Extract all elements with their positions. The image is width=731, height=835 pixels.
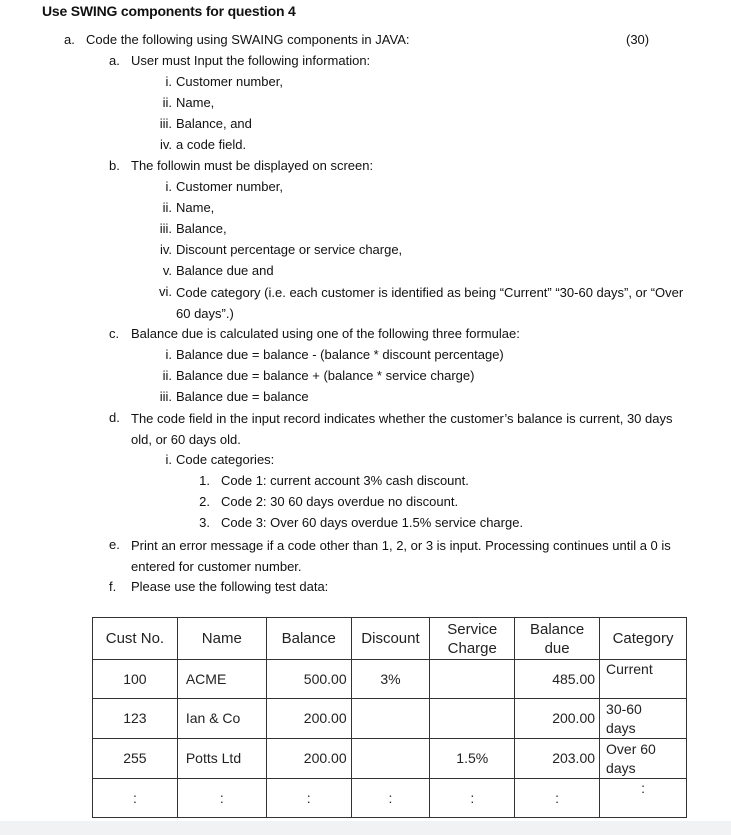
code-item-num: 3. [199, 515, 210, 530]
table-header-row [93, 618, 687, 660]
cell-name: : [177, 779, 266, 818]
input-item-text: a code field. [176, 137, 247, 152]
display-item-num: i. [165, 179, 172, 194]
cell-due: 200.00 [515, 699, 600, 739]
category-line2: days [606, 759, 636, 776]
cell-due: : [515, 779, 600, 818]
display-item-text: Name, [176, 200, 215, 215]
section-b-text: The followin must be displayed on screen: [131, 158, 374, 173]
display-item-num: ii. [162, 200, 172, 215]
cell-service: 1.5% [430, 739, 515, 779]
section-e-text: Print an error message if a code other than 1, 2, or 3 is input. Processing continues until a 0 is entered for customer number. [131, 538, 671, 574]
bottom-strip [0, 821, 731, 835]
section-a-label: a. [109, 53, 120, 68]
cell-category [600, 660, 687, 699]
formula-item-text: Balance due = balance [176, 389, 309, 404]
display-item-text: Balance due and [176, 263, 274, 278]
question-label: a. [64, 32, 75, 47]
table-row [93, 660, 687, 699]
cell-service [430, 699, 515, 739]
display-item-num: vi. [159, 284, 172, 299]
header-service-line2: Charge [447, 639, 497, 657]
display-item-text: Discount percentage or service charge, [176, 242, 403, 257]
input-item-num: i. [165, 74, 172, 89]
cell-category [600, 779, 687, 818]
category-line1: Current [606, 661, 653, 677]
cell-service [430, 660, 515, 699]
header-cust-no: Cust No. [93, 618, 178, 660]
table-row [93, 699, 687, 739]
cell-category [600, 699, 687, 739]
display-item-num: iii. [159, 221, 172, 236]
header-name: Name [177, 618, 266, 660]
code-item-text: Code 1: current account 3% cash discount. [221, 473, 469, 488]
section-e-label: e. [109, 537, 120, 552]
section-f-label: f. [109, 579, 117, 594]
header-balance: Balance [266, 618, 351, 660]
cell-discount [351, 699, 430, 739]
cell-balance: : [266, 779, 351, 818]
code-item-num: 2. [199, 494, 210, 509]
cell-due: 203.00 [515, 739, 600, 779]
input-item-text: Customer number, [176, 74, 283, 89]
formula-item-text: Balance due = balance - (balance * discount percentage) [176, 347, 504, 362]
cell-name: Potts Ltd [177, 739, 266, 779]
section-b-label: b. [109, 158, 120, 173]
section-d-text: The code field in the input record indicates whether the customer’s balance is current, 30 days old, or 60 days old. [131, 411, 673, 447]
category-line2: days [606, 719, 636, 736]
section-c-text: Balance due is calculated using one of the following three formulae: [131, 326, 520, 341]
cell-balance: 200.00 [266, 739, 351, 779]
code-sub-num: i. [165, 452, 172, 467]
code-sub-text: Code categories: [176, 452, 275, 467]
test-data-table [92, 617, 687, 818]
cell-discount [351, 739, 430, 779]
cell-cust-no: 123 [93, 699, 178, 739]
cell-service: : [430, 779, 515, 818]
page-heading: Use SWING components for question 4 [42, 3, 296, 19]
question-text: Code the following using SWAING components in JAVA: [86, 32, 410, 47]
formula-item-num: i. [165, 347, 172, 362]
display-item-text: Code category (i.e. each customer is identified as being “Current” “30-60 days”, or “Over 60 days”.) [176, 285, 684, 321]
display-item-text: Customer number, [176, 179, 283, 194]
category-line1: : [641, 780, 645, 796]
cell-name: ACME [177, 660, 266, 699]
input-item-num: ii. [162, 95, 172, 110]
cell-due: 485.00 [515, 660, 600, 699]
header-balance-due [515, 618, 600, 660]
display-item-num: v. [162, 263, 172, 278]
header-discount: Discount [351, 618, 430, 660]
section-f-text: Please use the following test data: [131, 579, 329, 594]
code-item-num: 1. [199, 473, 210, 488]
header-service-line1: Service [447, 620, 498, 638]
formula-item-num: ii. [162, 368, 172, 383]
formula-item-num: iii. [159, 389, 172, 404]
cell-cust-no: : [93, 779, 178, 818]
input-item-num: iv. [159, 137, 172, 152]
header-category: Category [600, 618, 687, 660]
category-line1: 30-60 [606, 700, 642, 717]
display-item-num: iv. [159, 242, 172, 257]
cell-name: Ian & Co [177, 699, 266, 739]
section-c-label: c. [109, 326, 120, 341]
display-item-text: Balance, [176, 221, 227, 236]
section-a-text: User must Input the following information: [131, 53, 371, 68]
cell-cust-no: 255 [93, 739, 178, 779]
section-d-label: d. [109, 410, 120, 425]
input-item-num: iii. [159, 116, 172, 131]
input-item-text: Balance, and [176, 116, 252, 131]
header-service-charge [430, 618, 515, 660]
table-row [93, 779, 687, 818]
cell-discount: : [351, 779, 430, 818]
category-line1: Over 60 [606, 740, 656, 757]
cell-balance: 200.00 [266, 699, 351, 739]
cell-balance: 500.00 [266, 660, 351, 699]
code-item-text: Code 3: Over 60 days overdue 1.5% service charge. [221, 515, 524, 530]
cell-cust-no: 100 [93, 660, 178, 699]
cell-category [600, 739, 687, 779]
question-marks: (30) [626, 32, 650, 47]
formula-item-text: Balance due = balance + (balance * service charge) [176, 368, 475, 383]
cell-discount: 3% [351, 660, 430, 699]
header-due-line1: Balance [530, 620, 585, 638]
header-due-line2: due [544, 639, 570, 657]
code-item-text: Code 2: 30 60 days overdue no discount. [221, 494, 459, 509]
table-row [93, 739, 687, 779]
input-item-text: Name, [176, 95, 215, 110]
